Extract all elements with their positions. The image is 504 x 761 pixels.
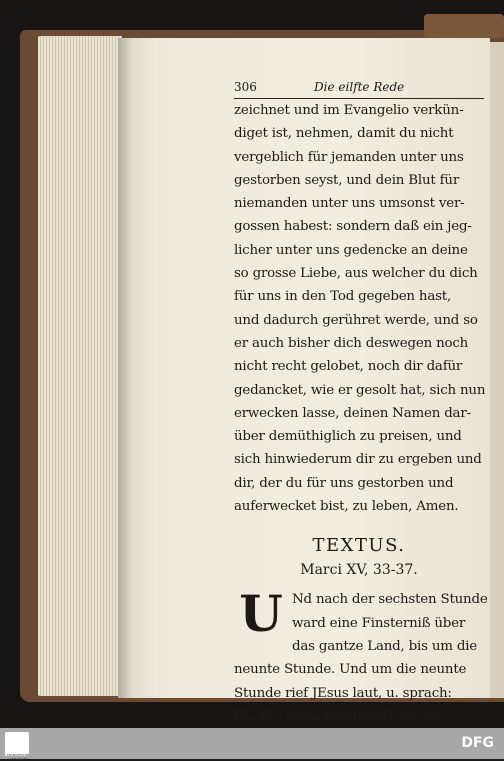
text-line: gestorben seyst, und dein Blut für: [234, 172, 460, 188]
text-line: gedancket, wie er gesolt hat, sich nun: [234, 382, 486, 398]
page-gutter-shadow: [118, 38, 132, 698]
text-line: er auch bisher dich deswegen noch: [234, 335, 469, 351]
viewer-footer: [0, 728, 504, 759]
text-line: so grosse Liebe, aus welcher du dich: [234, 266, 478, 282]
text-line: für uns in den Tod gegeben hast,: [234, 289, 452, 305]
text-line: und dadurch gerühret werde, und so: [234, 312, 478, 328]
scripture-paragraph: [234, 584, 488, 728]
text-line: nicht recht gelobet, noch dir dafür: [234, 359, 463, 375]
text-line: auferwecket bist, zu leben, Amen.: [234, 499, 459, 515]
text-line: sich hinwiederum dir zu ergeben und: [234, 452, 482, 468]
text-line: Stunde rief JEsus laut, u. sprach:: [234, 685, 452, 701]
section-heading: TEXTUS.: [312, 535, 406, 557]
text-line: gossen habest: sondern daß ein jeg-: [234, 219, 472, 235]
text-line: ward eine Finsterniß über: [292, 615, 466, 631]
text-line: vergeblich für jemanden unter uns: [234, 149, 464, 165]
text-line: Nd nach der sechsten Stunde: [292, 592, 488, 608]
drop-cap: U: [239, 584, 283, 644]
running-head: [234, 78, 484, 99]
text-line: niemanden unter uns umsonst ver-: [234, 196, 465, 212]
text-line: das gantze Land, bis um die: [292, 638, 478, 654]
next-page-edge: [490, 42, 504, 698]
running-title: Die eilfte Rede: [314, 80, 405, 94]
institution-logo-text: FRANCKESCHE STIFTUNGEN: [6, 753, 30, 761]
book-cover-corner: [424, 14, 504, 38]
text-line: erwecken lasse, deinen Namen dar-: [234, 405, 471, 421]
text-line: diget ist, nehmen, damit du nicht: [234, 126, 454, 142]
dfg-logo[interactable]: DFG: [461, 735, 494, 751]
scripture-citation: Marci XV, 33-37.: [300, 562, 418, 579]
text-line: licher unter uns gedencke an deine: [234, 242, 468, 258]
page-text: [234, 78, 488, 728]
page-number: 306: [234, 80, 257, 94]
text-line: zeichnet und im Evangelio verkün-: [234, 103, 464, 118]
text-line: neunte Stunde. Und um die neunte: [234, 662, 467, 678]
text-line: dir, der du für uns gestorben und: [234, 475, 454, 491]
page-edges: [38, 36, 122, 696]
sermon-paragraph: [234, 99, 484, 518]
text-line: Eli, Eli, lama asabthani? das ist: [234, 708, 441, 724]
text-line: über demüthiglich zu preisen, und: [234, 429, 462, 445]
